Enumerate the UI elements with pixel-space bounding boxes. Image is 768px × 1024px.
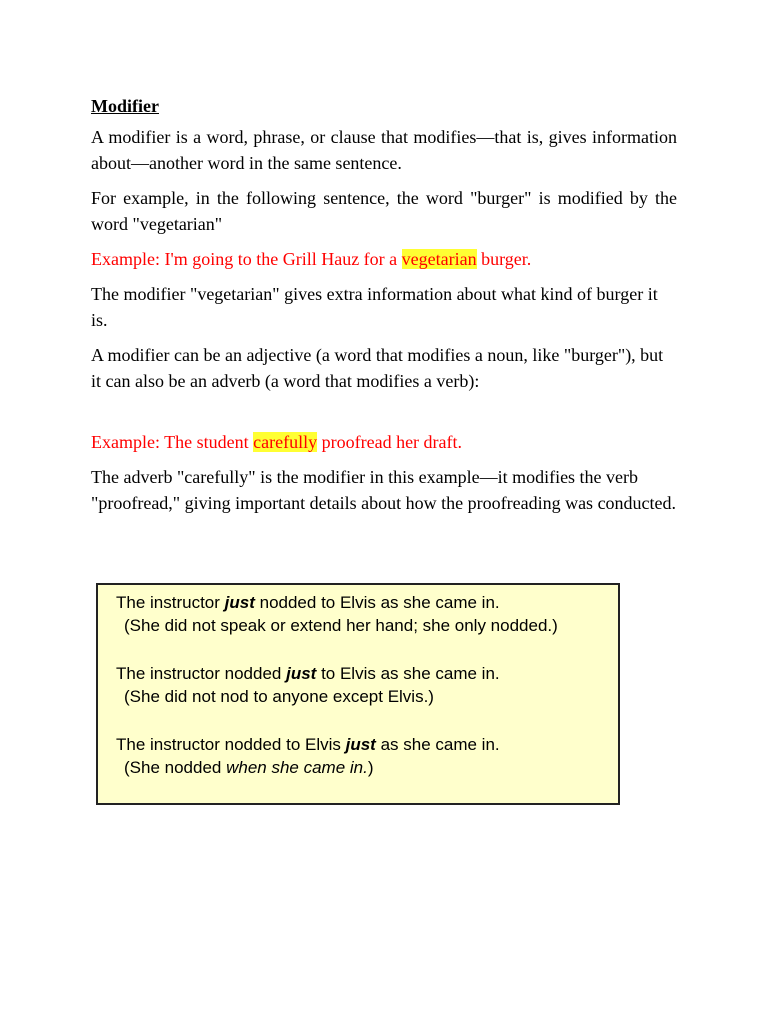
- example-1-before: Example: I'm going to the Grill Hauz for a: [91, 249, 402, 269]
- example-sentence-2: [91, 429, 677, 455]
- highlighted-modifier-carefully: carefully: [253, 432, 318, 452]
- adjective-adverb-paragraph: A modifier can be an adjective (a word that modifies a noun, like "burger"), but it can also be an adverb (a word that modifies a verb):: [91, 345, 664, 391]
- example-2-after: proofread her draft.: [317, 432, 463, 452]
- figure-note: (She did not nod to anyone except Elvis.): [124, 687, 434, 706]
- emphasized-word: just: [224, 593, 255, 612]
- adverb-explanation-paragraph: The adverb "carefully" is the modifier in this example—it modifies the verb "proofread," giving important details about how the proofreading was conducted.: [91, 467, 677, 513]
- figure-item: [116, 591, 558, 637]
- figure-item: [116, 733, 500, 779]
- example-1-after: burger.: [476, 249, 532, 269]
- figure-note: (She did not speak or extend her hand; she only nodded.): [124, 616, 558, 635]
- figure-item: [116, 662, 500, 708]
- example-intro-paragraph: For example, in the following sentence, the word "burger" is modified by the word "vegetarian": [91, 188, 677, 234]
- highlighted-modifier-vegetarian: vegetarian: [401, 249, 477, 269]
- example-sentence-1: [91, 246, 677, 272]
- figure-note: (She nodded when she came in.): [124, 758, 374, 777]
- definition-paragraph: A modifier is a word, phrase, or clause that modifies—that is, gives information about—another word in the same sentence.: [91, 127, 677, 173]
- page-title: Modifier: [91, 96, 159, 116]
- modifier-placement-figure: [96, 583, 620, 805]
- figure-sentence: The instructor nodded just to Elvis as she came in.: [116, 664, 500, 683]
- example-2-before: Example: The student: [91, 432, 254, 452]
- document-body: [91, 94, 677, 516]
- emphasized-word: just: [286, 664, 317, 683]
- figure-note-italic: when she came in.: [226, 758, 368, 777]
- figure-sentence: The instructor nodded to Elvis just as she came in.: [116, 735, 500, 754]
- emphasized-word: just: [345, 735, 376, 754]
- explanation-paragraph: The modifier "vegetarian" gives extra information about what kind of burger it is.: [91, 284, 658, 330]
- figure-sentence: The instructor just nodded to Elvis as she came in.: [116, 593, 500, 612]
